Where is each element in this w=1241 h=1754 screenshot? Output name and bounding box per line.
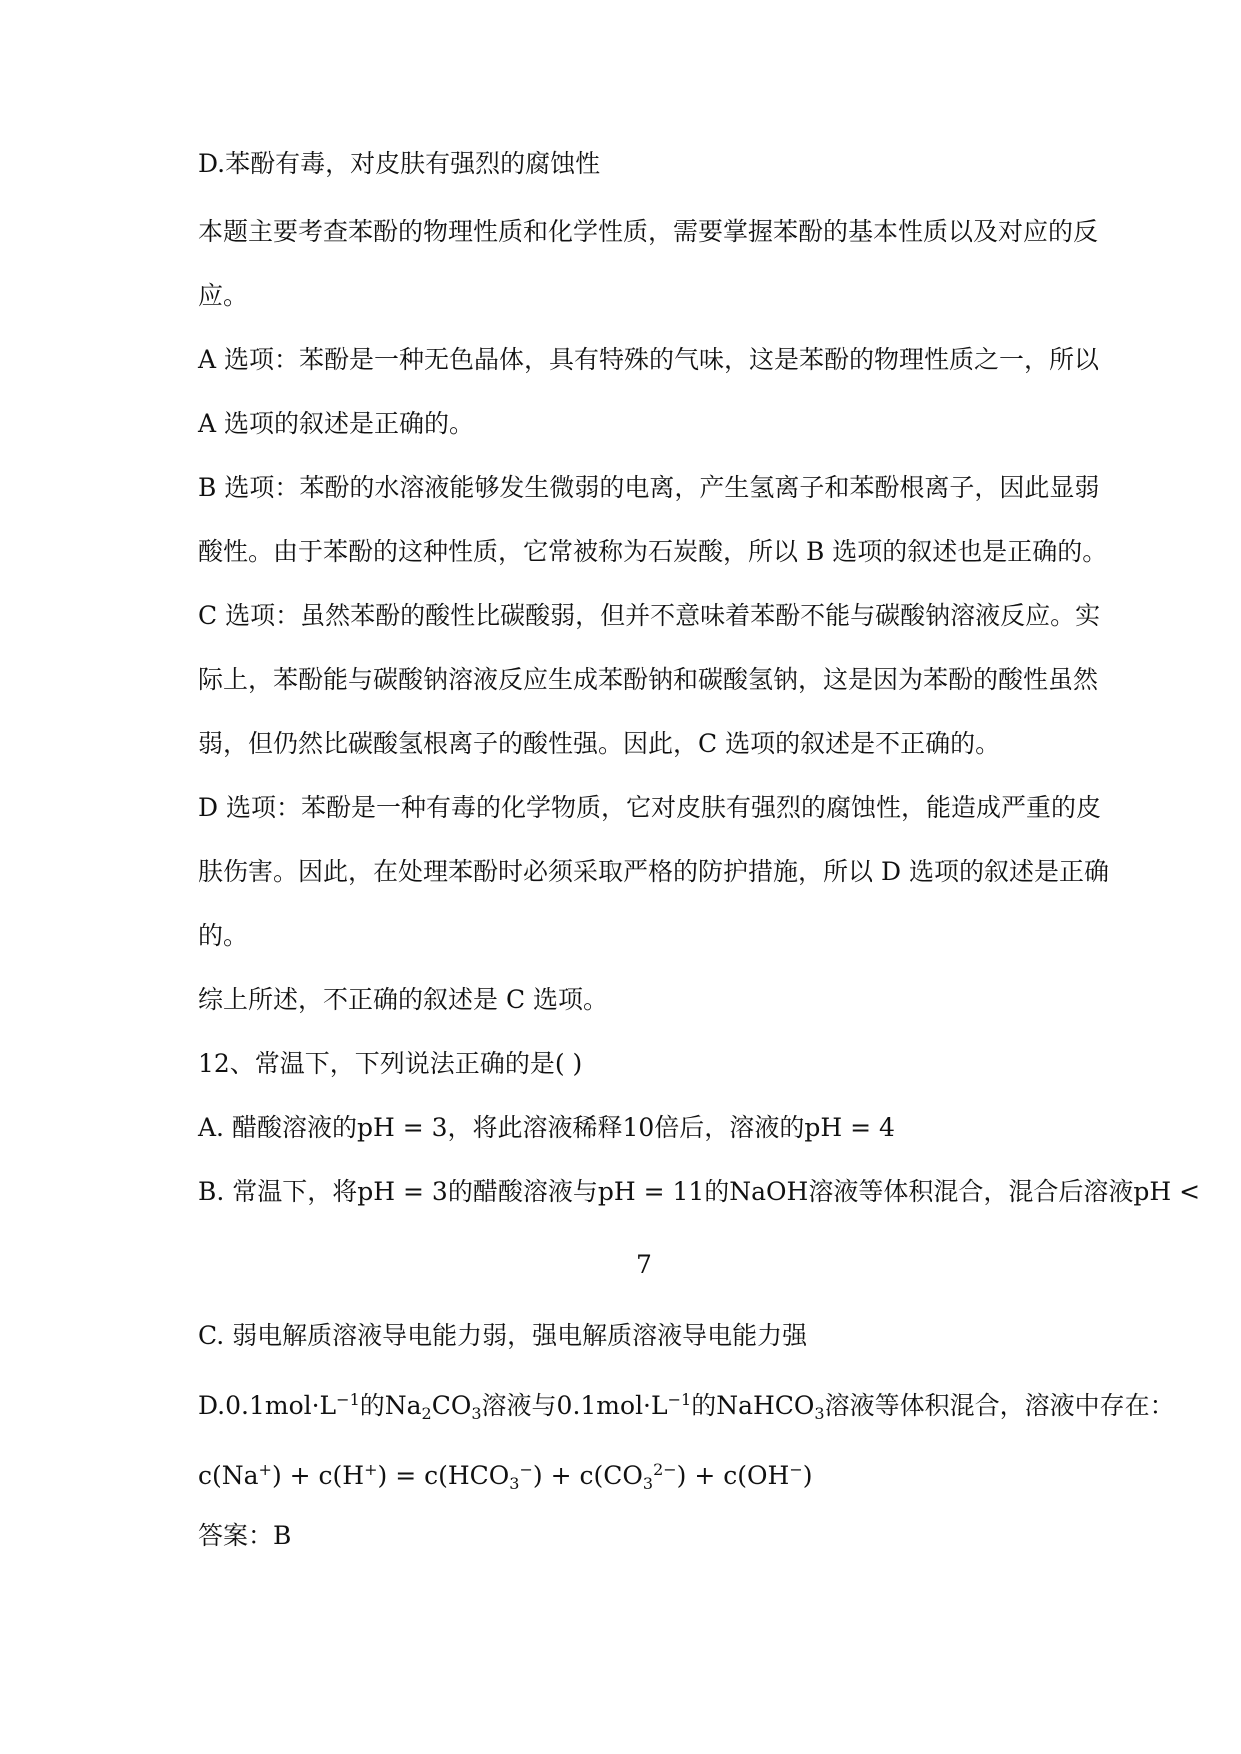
subscript: 3 <box>509 1474 520 1493</box>
equation-part: ) <box>802 1461 813 1490</box>
option-d <box>198 1384 1175 1430</box>
option-d-part: CO <box>431 1391 472 1420</box>
text-line: B 选项：苯酚的水溶液能够发生微弱的电离，产生氢离子和苯酚根离子，因此显弱 <box>198 473 1100 502</box>
option-d-part: 溶液与0.1mol·L <box>481 1391 668 1420</box>
equation-part: ) = c(HCO <box>377 1461 510 1490</box>
text-line: D 选项：苯酚是一种有毒的化学物质，它对皮肤有强烈的腐蚀性，能造成严重的皮 <box>198 793 1101 822</box>
question-12: 12、常温下，下列说法正确的是( ) <box>198 1049 583 1078</box>
text-line: 酸性。由于苯酚的这种性质，它常被称为石炭酸，所以 B 选项的叙述也是正确的。 <box>198 537 1108 566</box>
superscript: − <box>519 1460 533 1479</box>
text-line: D.苯酚有毒，对皮肤有强烈的腐蚀性 <box>198 149 601 178</box>
text-line: 肤伤害。因此，在处理苯酚时必须采取严格的防护措施，所以 D 选项的叙述是正确 <box>198 857 1109 886</box>
superscript: −1 <box>667 1390 692 1409</box>
text-line: 际上，苯酚能与碳酸钠溶液反应生成苯酚钠和碳酸氢钠，这是因为苯酚的酸性虽然 <box>198 665 1099 694</box>
superscript: + <box>364 1460 378 1479</box>
option-c: C. 弱电解质溶液导电能力弱，强电解质溶液导电能力强 <box>198 1321 808 1350</box>
equation-part: ) + c(H <box>271 1461 365 1490</box>
equation-part: ) + c(CO <box>532 1461 643 1490</box>
option-b-continuation: 7 <box>636 1250 652 1279</box>
text-line: A 选项的叙述是正确的。 <box>198 409 475 438</box>
text-line: 的。 <box>198 921 249 950</box>
text-line: 综上所述，不正确的叙述是 C 选项。 <box>198 985 609 1014</box>
option-d-part: 溶液等体积混合，溶液中存在： <box>824 1391 1175 1420</box>
text-line: 本题主要考查苯酚的物理性质和化学性质，需要掌握苯酚的基本性质以及对应的反 <box>198 217 1099 246</box>
text-line: 弱，但仍然比碳酸氢根离子的酸性强。因此，C 选项的叙述是不正确的。 <box>198 729 1001 758</box>
equation-part: c(Na <box>198 1461 259 1490</box>
superscript: 2− <box>653 1460 677 1479</box>
equation-part: ) + c(OH <box>676 1461 790 1490</box>
text-line: C 选项：虽然苯酚的酸性比碳酸弱，但并不意味着苯酚不能与碳酸钠溶液反应。实 <box>198 601 1101 630</box>
answer: 答案：B <box>198 1521 292 1550</box>
text-line: A 选项：苯酚是一种无色晶体，具有特殊的气味，这是苯酚的物理性质之一，所以 <box>198 345 1100 374</box>
superscript: −1 <box>336 1390 360 1409</box>
option-d-part: 的NaHCO <box>691 1391 815 1420</box>
subscript: 3 <box>471 1404 482 1423</box>
subscript: 2 <box>421 1404 432 1423</box>
charge-balance-equation <box>198 1454 812 1500</box>
option-d-part: 的Na <box>359 1391 422 1420</box>
option-a: A. 醋酸溶液的pH = 3，将此溶液稀释10倍后，溶液的pH = 4 <box>198 1113 895 1142</box>
text-line: 应。 <box>198 281 249 310</box>
option-d-part: D.0.1mol·L <box>198 1391 337 1420</box>
subscript: 3 <box>642 1474 654 1493</box>
option-b: B. 常温下，将pH = 3的醋酸溶液与pH = 11的NaOH溶液等体积混合，混合后溶液pH < <box>198 1177 1201 1206</box>
subscript: 3 <box>814 1404 825 1423</box>
superscript: + <box>258 1460 272 1479</box>
superscript: − <box>789 1460 803 1479</box>
